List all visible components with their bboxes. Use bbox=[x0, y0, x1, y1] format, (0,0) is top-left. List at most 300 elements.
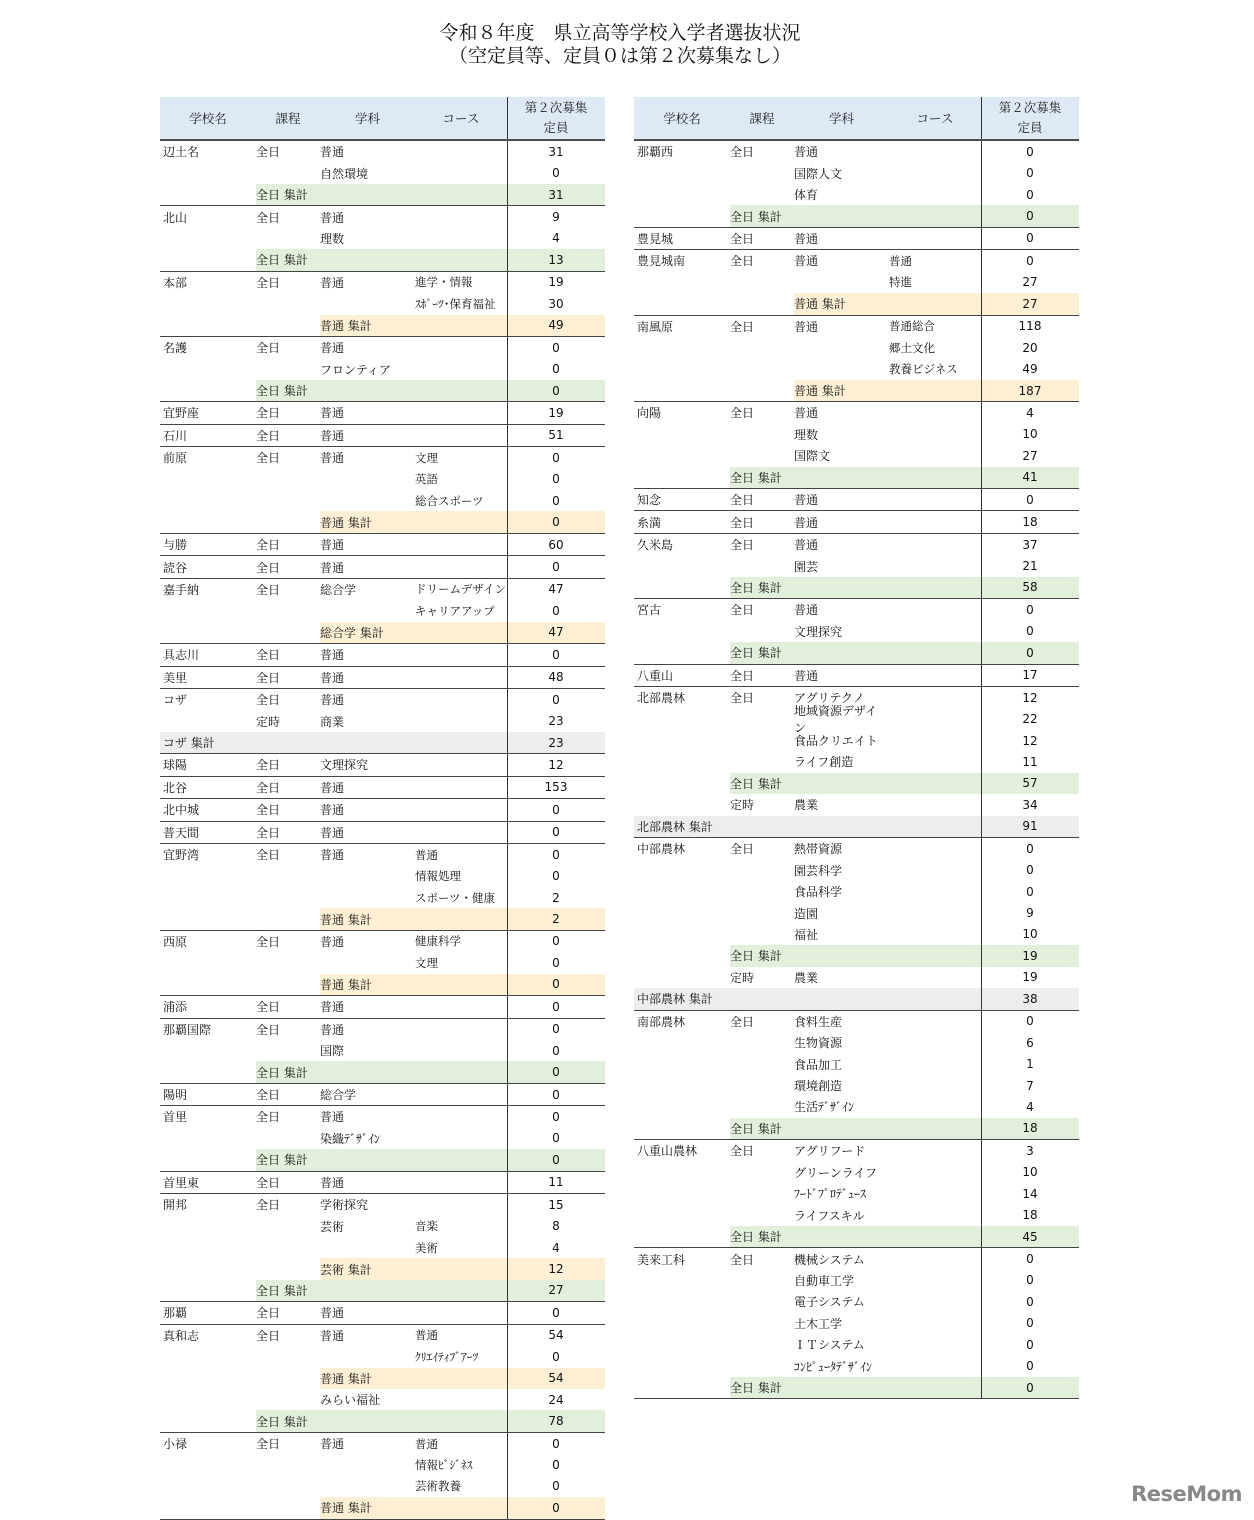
table-row bbox=[634, 1139, 1079, 1161]
quota-value: 49 bbox=[507, 315, 604, 336]
table-row bbox=[160, 1215, 605, 1236]
department: 普通 bbox=[320, 1022, 345, 1037]
course-total-row bbox=[160, 1061, 605, 1082]
quota-value: 18 bbox=[981, 1118, 1078, 1139]
table-row bbox=[160, 710, 605, 731]
school-name: 開邦 bbox=[163, 1198, 188, 1213]
quota-value: 0 bbox=[507, 1497, 604, 1518]
dept-total-row bbox=[160, 1497, 605, 1518]
department: 染織ﾃﾞｻﾞｲﾝ bbox=[320, 1131, 381, 1146]
school-name: 陽明 bbox=[163, 1088, 188, 1103]
quota-value: 13 bbox=[507, 249, 604, 270]
table-row bbox=[160, 688, 605, 710]
course-total-row bbox=[160, 1280, 605, 1301]
table-row bbox=[634, 704, 1079, 736]
quota-value: 54 bbox=[507, 1325, 604, 1346]
table-row bbox=[634, 555, 1079, 576]
course-type: 全日 bbox=[256, 1110, 281, 1125]
table-row bbox=[634, 533, 1079, 555]
sub-course: ｽﾎﾟｰﾂ･保育福祉 bbox=[415, 296, 496, 311]
quota-value: 18 bbox=[981, 511, 1078, 532]
sub-course: 文理 bbox=[415, 955, 438, 970]
department: ライフ創造 bbox=[794, 755, 854, 770]
quota-value: 17 bbox=[981, 665, 1078, 686]
table-row bbox=[634, 598, 1079, 620]
school-name: 那覇国際 bbox=[163, 1022, 212, 1037]
header-dept: 学科 bbox=[828, 111, 854, 126]
table-row bbox=[634, 902, 1079, 923]
quota-value: 0 bbox=[981, 1334, 1078, 1355]
quota-value: 23 bbox=[507, 710, 604, 731]
department: 普通 bbox=[320, 275, 345, 290]
total-label: 総合学 集計 bbox=[320, 625, 384, 640]
quota-value: 0 bbox=[507, 689, 604, 710]
quota-value: 0 bbox=[981, 1248, 1078, 1269]
department: ＩＴシステム bbox=[794, 1338, 865, 1353]
total-label: 北部農林 集計 bbox=[637, 819, 713, 834]
course-type: 全日 bbox=[256, 1000, 281, 1015]
school-name: 那覇 bbox=[163, 1306, 188, 1321]
department: 普通 bbox=[320, 145, 345, 160]
table-row bbox=[160, 865, 605, 886]
quota-value: 21 bbox=[981, 555, 1078, 576]
department: 普通 bbox=[794, 254, 819, 269]
course-total-row bbox=[160, 1410, 605, 1431]
quota-value: 0 bbox=[981, 489, 1078, 510]
school-total-row bbox=[160, 732, 605, 753]
table-row bbox=[160, 776, 605, 798]
total-label: コザ 集計 bbox=[163, 736, 215, 751]
quota-value: 2 bbox=[507, 887, 604, 908]
department: 普通 bbox=[320, 341, 345, 356]
course-type: 全日 bbox=[256, 275, 281, 290]
course-type: 全日 bbox=[256, 825, 281, 840]
sub-course: 普通 bbox=[415, 1436, 438, 1451]
table-row bbox=[634, 794, 1079, 815]
course-type: 全日 bbox=[730, 319, 755, 334]
sub-course: ドリームデザイン bbox=[415, 582, 506, 597]
table-row bbox=[160, 952, 605, 973]
department: 普通 bbox=[794, 603, 819, 618]
table-row bbox=[634, 1053, 1079, 1074]
quota-value: 0 bbox=[981, 250, 1078, 271]
quota-value: 31 bbox=[507, 141, 604, 162]
course-total-row bbox=[634, 1377, 1079, 1398]
school-name: 具志川 bbox=[163, 648, 200, 663]
course-total-row bbox=[634, 1226, 1079, 1247]
quota-value: 0 bbox=[981, 184, 1078, 205]
course-type: 全日 bbox=[256, 1198, 281, 1213]
quota-value: 12 bbox=[981, 687, 1078, 708]
quota-value: 54 bbox=[507, 1368, 604, 1389]
quota-value: 0 bbox=[507, 1061, 604, 1082]
course-total-row bbox=[634, 945, 1079, 966]
table-row bbox=[634, 1247, 1079, 1269]
department: 普通 bbox=[320, 1110, 345, 1125]
quota-value: 19 bbox=[981, 967, 1078, 988]
quota-value: 0 bbox=[507, 490, 604, 511]
table-row bbox=[634, 1334, 1079, 1355]
dept-total-row bbox=[160, 511, 605, 532]
course-type: 全日 bbox=[730, 842, 755, 857]
table-row bbox=[634, 664, 1079, 686]
table-row bbox=[634, 1313, 1079, 1334]
sub-course: 進学・情報 bbox=[415, 275, 473, 290]
table-row bbox=[160, 228, 605, 249]
table-row bbox=[160, 469, 605, 490]
school-name: 知念 bbox=[637, 493, 662, 508]
header-dept: 学科 bbox=[354, 111, 380, 126]
table-row bbox=[160, 995, 605, 1017]
title-line-2: （空定員等、定員０は第２次募集なし） bbox=[448, 45, 791, 67]
department: 普通 bbox=[320, 1306, 345, 1321]
table-row bbox=[634, 337, 1079, 358]
quota-value: 0 bbox=[507, 996, 604, 1017]
course-type: 全日 bbox=[256, 1306, 281, 1321]
table-row bbox=[160, 753, 605, 775]
quota-value: 18 bbox=[981, 1204, 1078, 1225]
quota-value: 9 bbox=[507, 206, 604, 227]
quota-value: 78 bbox=[507, 1410, 604, 1431]
quota-value: 0 bbox=[507, 556, 604, 577]
total-label: 全日 集計 bbox=[256, 188, 308, 203]
quota-value: 38 bbox=[981, 988, 1078, 1009]
quota-value: 12 bbox=[981, 730, 1078, 751]
department: 普通 bbox=[320, 1437, 345, 1452]
department: 普通 bbox=[320, 210, 345, 225]
course-total-row bbox=[634, 205, 1079, 226]
quota-value: 0 bbox=[981, 621, 1078, 642]
quota-value: 22 bbox=[981, 708, 1078, 729]
total-label: 全日 集計 bbox=[256, 384, 308, 399]
table-row bbox=[160, 1128, 605, 1149]
total-label: 全日 集計 bbox=[256, 1414, 308, 1429]
table-row bbox=[160, 1346, 605, 1367]
school-name: 豊見城南 bbox=[637, 254, 686, 269]
table-row bbox=[160, 293, 605, 314]
department: 農業 bbox=[794, 798, 819, 813]
sub-course: 特進 bbox=[889, 275, 912, 290]
course-type: 全日 bbox=[256, 1022, 281, 1037]
course-type: 全日 bbox=[730, 668, 755, 683]
school-name: 普天間 bbox=[163, 825, 200, 840]
table-row bbox=[160, 205, 605, 227]
course-type: 全日 bbox=[256, 1088, 281, 1103]
dept-total-row bbox=[160, 622, 605, 643]
table-row bbox=[634, 358, 1079, 379]
table-row bbox=[634, 1291, 1079, 1312]
sub-course: 郷土文化 bbox=[889, 340, 935, 355]
department: 普通 bbox=[320, 451, 345, 466]
school-name: 球陽 bbox=[163, 758, 188, 773]
quota-value: 19 bbox=[507, 272, 604, 293]
course-type: 全日 bbox=[256, 1437, 281, 1452]
table-row bbox=[634, 924, 1079, 945]
course-total-row bbox=[634, 577, 1079, 598]
sub-course: 健康科学 bbox=[415, 934, 461, 949]
table-row bbox=[160, 446, 605, 468]
quota-value: 187 bbox=[981, 380, 1078, 401]
quota-value: 0 bbox=[981, 642, 1078, 663]
course-type: 全日 bbox=[256, 582, 281, 597]
table-row bbox=[634, 162, 1079, 183]
school-name: 南部農林 bbox=[637, 1014, 686, 1029]
table-row bbox=[160, 336, 605, 358]
school-total-row bbox=[634, 816, 1079, 837]
table-row bbox=[634, 510, 1079, 532]
sub-course: 普通総合 bbox=[889, 319, 935, 334]
course-type: 定時 bbox=[730, 970, 755, 985]
table-row bbox=[634, 881, 1079, 902]
department: 普通 bbox=[320, 1175, 345, 1190]
table-row bbox=[160, 1018, 605, 1040]
dept-total-row bbox=[160, 974, 605, 995]
quota-value: 0 bbox=[507, 1346, 604, 1367]
school-name: 宜野湾 bbox=[163, 848, 200, 863]
department: 総合学 bbox=[320, 582, 357, 597]
table-row bbox=[160, 1476, 605, 1497]
department: フロンティア bbox=[320, 362, 392, 377]
course-total-row bbox=[160, 184, 605, 205]
total-label: 全日 集計 bbox=[730, 470, 782, 485]
table-row bbox=[634, 1356, 1079, 1377]
sub-course: 総合スポーツ bbox=[415, 493, 484, 508]
quota-value: 0 bbox=[507, 1149, 604, 1170]
department: 普通 bbox=[794, 406, 819, 421]
total-label: 全日 集計 bbox=[730, 1230, 782, 1245]
quota-value: 37 bbox=[981, 534, 1078, 555]
quota-value: 0 bbox=[507, 162, 604, 183]
sub-course: 芸術教養 bbox=[415, 1479, 461, 1494]
department: 普通 bbox=[794, 515, 819, 530]
table-row bbox=[160, 271, 605, 293]
total-label: 普通 集計 bbox=[320, 977, 372, 992]
quota-value: 0 bbox=[981, 1313, 1078, 1334]
sub-course: 文理 bbox=[415, 450, 438, 465]
header-sub-course: コース bbox=[442, 111, 480, 126]
sub-course: 英語 bbox=[415, 472, 438, 487]
department: 普通 bbox=[794, 145, 819, 160]
quota-value: 0 bbox=[507, 1106, 604, 1127]
table-row bbox=[634, 424, 1079, 445]
dept-total-row bbox=[160, 1258, 605, 1279]
table-row bbox=[634, 1096, 1079, 1117]
table-row bbox=[634, 401, 1079, 423]
department: 文理探究 bbox=[794, 624, 843, 639]
quota-value: 60 bbox=[507, 534, 604, 555]
quota-value: 27 bbox=[981, 445, 1078, 466]
course-type: 全日 bbox=[256, 210, 281, 225]
quota-value: 48 bbox=[507, 667, 604, 688]
quota-value: 58 bbox=[981, 577, 1078, 598]
quota-value: 153 bbox=[507, 777, 604, 798]
table-row bbox=[160, 1193, 605, 1215]
course-type: 全日 bbox=[730, 493, 755, 508]
quota-value: 11 bbox=[981, 751, 1078, 772]
right-table-body bbox=[634, 140, 1079, 1398]
dept-total-row bbox=[634, 380, 1079, 401]
department: 地域資源デザイン bbox=[794, 704, 878, 736]
table-row bbox=[160, 1454, 605, 1475]
department: 食品クリエイト bbox=[794, 734, 878, 749]
quota-value: 4 bbox=[507, 228, 604, 249]
title-line-1: 令和８年度 県立高等学校入学者選抜状況 bbox=[439, 22, 801, 44]
course-total-row bbox=[160, 1149, 605, 1170]
table-row bbox=[160, 1083, 605, 1105]
school-name: 読谷 bbox=[163, 560, 188, 575]
department: アグリフード bbox=[794, 1144, 866, 1159]
sub-course: ｸﾘｴｲﾃｨﾌﾞｱｰﾂ bbox=[415, 1349, 479, 1364]
total-label: 芸術 集計 bbox=[320, 1262, 372, 1277]
school-name: 久米島 bbox=[637, 538, 674, 553]
sub-course: 普通 bbox=[415, 847, 438, 862]
table-row bbox=[634, 227, 1079, 249]
table-row bbox=[160, 490, 605, 511]
quota-value: 0 bbox=[981, 1291, 1078, 1312]
table-row bbox=[634, 621, 1079, 642]
school-name: 前原 bbox=[163, 451, 188, 466]
total-label: 普通 集計 bbox=[794, 384, 846, 399]
total-label: 全日 集計 bbox=[730, 646, 782, 661]
department: 国際人文 bbox=[794, 166, 843, 181]
total-label: 普通 集計 bbox=[794, 297, 846, 312]
sub-course: 情報処理 bbox=[415, 869, 461, 884]
table-row bbox=[160, 1301, 605, 1323]
department: 普通 bbox=[794, 319, 819, 334]
quota-value: 0 bbox=[507, 469, 604, 490]
course-type: 全日 bbox=[256, 341, 281, 356]
table-row bbox=[160, 162, 605, 183]
table-row bbox=[160, 1324, 605, 1346]
school-name: 八重山農林 bbox=[637, 1144, 698, 1159]
quota-value: 4 bbox=[981, 1096, 1078, 1117]
department: 普通 bbox=[320, 848, 345, 863]
quota-value: 0 bbox=[981, 1356, 1078, 1377]
department: 農業 bbox=[794, 970, 819, 985]
sub-course: 普通 bbox=[889, 253, 912, 268]
total-label: 全日 集計 bbox=[730, 1121, 782, 1136]
department: 機械システム bbox=[794, 1252, 865, 1267]
school-name: 美来工科 bbox=[637, 1252, 686, 1267]
table-row bbox=[160, 533, 605, 555]
table-row bbox=[634, 1010, 1079, 1032]
department: 食品科学 bbox=[794, 885, 843, 900]
quota-value: 19 bbox=[981, 945, 1078, 966]
course-type: 全日 bbox=[256, 693, 281, 708]
quota-value: 3 bbox=[981, 1140, 1078, 1161]
department: 普通 bbox=[320, 670, 345, 685]
table-row bbox=[160, 1171, 605, 1193]
department: 園芸科学 bbox=[794, 863, 843, 878]
school-name: 辺土名 bbox=[163, 145, 200, 160]
school-total-row bbox=[634, 988, 1079, 1009]
course-type: 全日 bbox=[256, 1175, 281, 1190]
table-row bbox=[634, 1075, 1079, 1096]
quota-value: 15 bbox=[507, 1194, 604, 1215]
course-type: 全日 bbox=[730, 145, 755, 160]
quota-value: 0 bbox=[981, 205, 1078, 226]
department: 理数 bbox=[320, 231, 345, 246]
table-row bbox=[634, 1183, 1079, 1204]
course-total-row bbox=[160, 380, 605, 401]
table-row bbox=[634, 1162, 1079, 1183]
quota-value: 51 bbox=[507, 425, 604, 446]
course-type: 全日 bbox=[256, 451, 281, 466]
quota-value: 7 bbox=[981, 1075, 1078, 1096]
school-name: 北谷 bbox=[163, 780, 188, 795]
table-row bbox=[634, 1204, 1079, 1225]
school-name: 名護 bbox=[163, 341, 188, 356]
school-name: 石川 bbox=[163, 428, 188, 443]
quota-value: 0 bbox=[981, 838, 1078, 859]
header-school: 学校名 bbox=[663, 111, 701, 126]
course-type: 全日 bbox=[730, 231, 755, 246]
sub-course: 普通 bbox=[415, 1328, 438, 1343]
quota-value: 27 bbox=[981, 272, 1078, 293]
department: 園芸 bbox=[794, 559, 819, 574]
course-total-row bbox=[634, 642, 1079, 663]
quota-value: 0 bbox=[507, 358, 604, 379]
total-label: 中部農林 集計 bbox=[637, 992, 713, 1007]
department: 自動車工学 bbox=[794, 1273, 855, 1288]
department: 普通 bbox=[320, 780, 345, 795]
quota-value: 0 bbox=[507, 974, 604, 995]
table-row bbox=[160, 358, 605, 379]
course-type: 全日 bbox=[730, 1014, 755, 1029]
school-name: 北部農林 bbox=[637, 691, 686, 706]
department: 総合学 bbox=[320, 1088, 357, 1103]
course-total-row bbox=[634, 1118, 1079, 1139]
department: 国際 bbox=[320, 1044, 345, 1059]
table-row bbox=[160, 401, 605, 423]
quota-value: 0 bbox=[507, 1302, 604, 1323]
quota-value: 0 bbox=[981, 881, 1078, 902]
course-type: 全日 bbox=[256, 428, 281, 443]
department: 造園 bbox=[794, 906, 819, 921]
department: 文理探究 bbox=[320, 758, 369, 773]
quota-value: 2 bbox=[507, 908, 604, 929]
course-type: 全日 bbox=[256, 648, 281, 663]
department: 理数 bbox=[794, 427, 819, 442]
department: 普通 bbox=[320, 428, 345, 443]
school-name: 八重山 bbox=[637, 668, 674, 683]
table-row bbox=[634, 751, 1079, 772]
header-school: 学校名 bbox=[189, 111, 227, 126]
header-quota: 第２次募集 定員 bbox=[507, 97, 604, 139]
table-row bbox=[160, 555, 605, 577]
course-type: 全日 bbox=[256, 1328, 281, 1343]
department: 普通 bbox=[320, 560, 345, 575]
table-row bbox=[634, 272, 1079, 293]
header-quota: 第２次募集 定員 bbox=[981, 97, 1078, 139]
department: 福祉 bbox=[794, 927, 819, 942]
quota-value: 27 bbox=[507, 1280, 604, 1301]
dept-total-row bbox=[160, 315, 605, 336]
quota-value: 4 bbox=[507, 1237, 604, 1258]
dept-total-row bbox=[160, 908, 605, 929]
course-type: 全日 bbox=[256, 406, 281, 421]
quota-value: 0 bbox=[507, 1454, 604, 1475]
table-row bbox=[160, 930, 605, 952]
quota-value: 0 bbox=[507, 447, 604, 468]
quota-value: 0 bbox=[981, 859, 1078, 880]
quota-value: 0 bbox=[507, 337, 604, 358]
table-row bbox=[634, 140, 1079, 162]
quota-value: 118 bbox=[981, 316, 1078, 337]
quota-value: 0 bbox=[507, 844, 604, 865]
school-name: 宮古 bbox=[637, 603, 662, 618]
quota-value: 0 bbox=[981, 1377, 1078, 1398]
